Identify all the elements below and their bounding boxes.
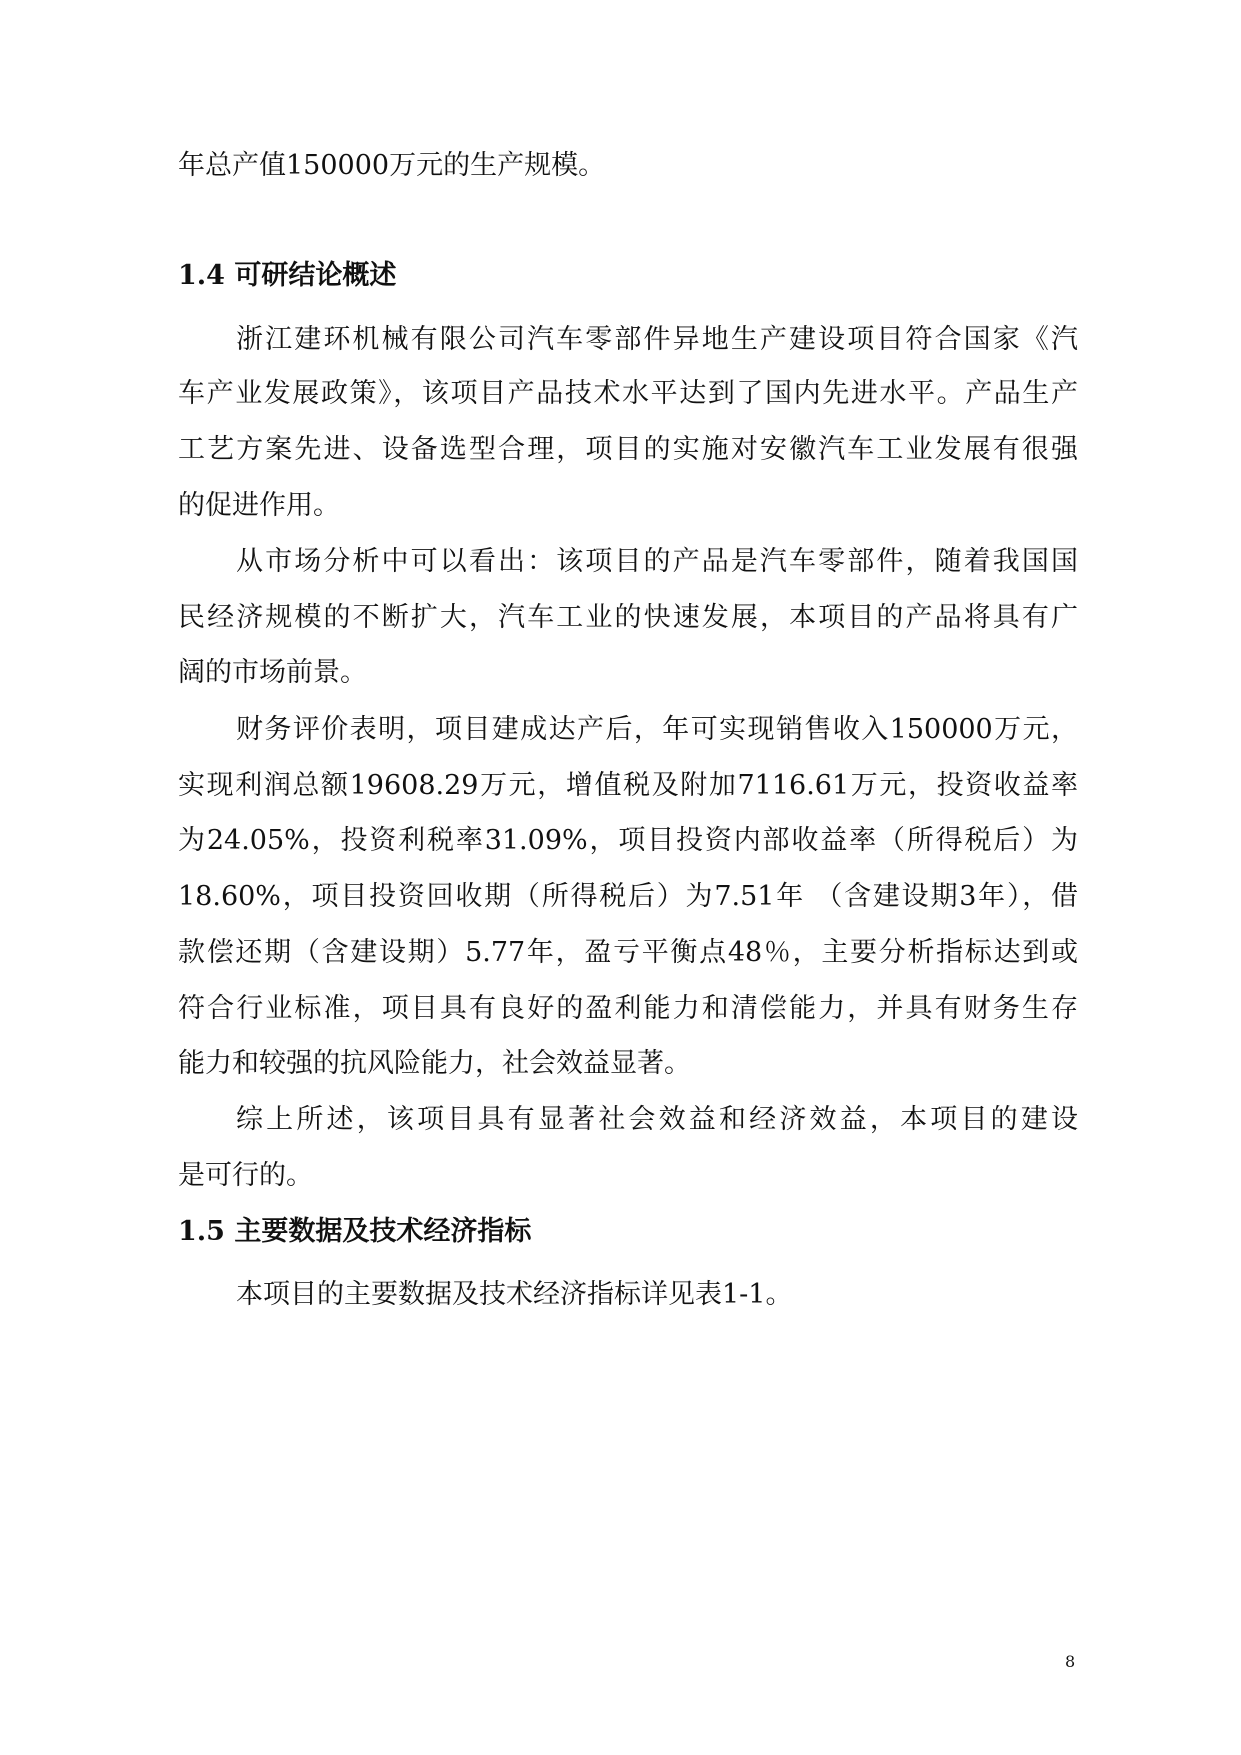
- body-text-line: 综上所述，该项目具有显著社会效益和经济效益，本项目的建设: [236, 1104, 1078, 1135]
- body-text-line: 车产业发展政策》，该项目产品技术水平达到了国内先进水平。产品生产: [178, 378, 1078, 409]
- body-text-line: 能力和较强的抗风险能力，社会效益显著。: [178, 1048, 691, 1079]
- body-text-line: 年总产值150000万元的生产规模。: [178, 150, 606, 181]
- page-number: 8: [1065, 1652, 1076, 1671]
- section-heading-1-5: 1.5 主要数据及技术经济指标: [178, 1216, 532, 1247]
- body-text-line: 为24.05%，投资利税率31.09%，项目投资内部收益率（所得税后）为: [178, 825, 1078, 856]
- body-text-line: 阔的市场前景。: [178, 657, 367, 688]
- body-text-line: 民经济规模的不断扩大，汽车工业的快速发展，本项目的产品将具有广: [178, 602, 1078, 633]
- body-text-line: 工艺方案先进、设备选型合理，项目的实施对安徽汽车工业发展有很强: [178, 434, 1078, 465]
- body-text-line: 财务评价表明，项目建成达产后，年可实现销售收入150000万元，: [236, 714, 1078, 745]
- body-text-line: 浙江建环机械有限公司汽车零部件异地生产建设项目符合国家《汽: [236, 324, 1078, 355]
- body-text-line: 从市场分析中可以看出：该项目的产品是汽车零部件，随着我国国: [236, 546, 1078, 577]
- body-text-line: 的促进作用。: [178, 490, 340, 521]
- section-heading-1-4: 1.4 可研结论概述: [178, 260, 397, 291]
- body-text-line: 是可行的。: [178, 1160, 313, 1191]
- body-text-line: 符合行业标准，项目具有良好的盈利能力和清偿能力，并具有财务生存: [178, 993, 1078, 1024]
- body-text-line: 款偿还期（含建设期）5.77年，盈亏平衡点48％，主要分析指标达到或: [178, 937, 1078, 968]
- body-text-line: 18.60%，项目投资回收期（所得税后）为7.51年 （含建设期3年），借: [178, 881, 1078, 912]
- body-text-line: 本项目的主要数据及技术经济指标详见表1-1。: [236, 1279, 793, 1310]
- body-text-line: 实现利润总额19608.29万元，增值税及附加7116.61万元，投资收益率: [178, 770, 1078, 801]
